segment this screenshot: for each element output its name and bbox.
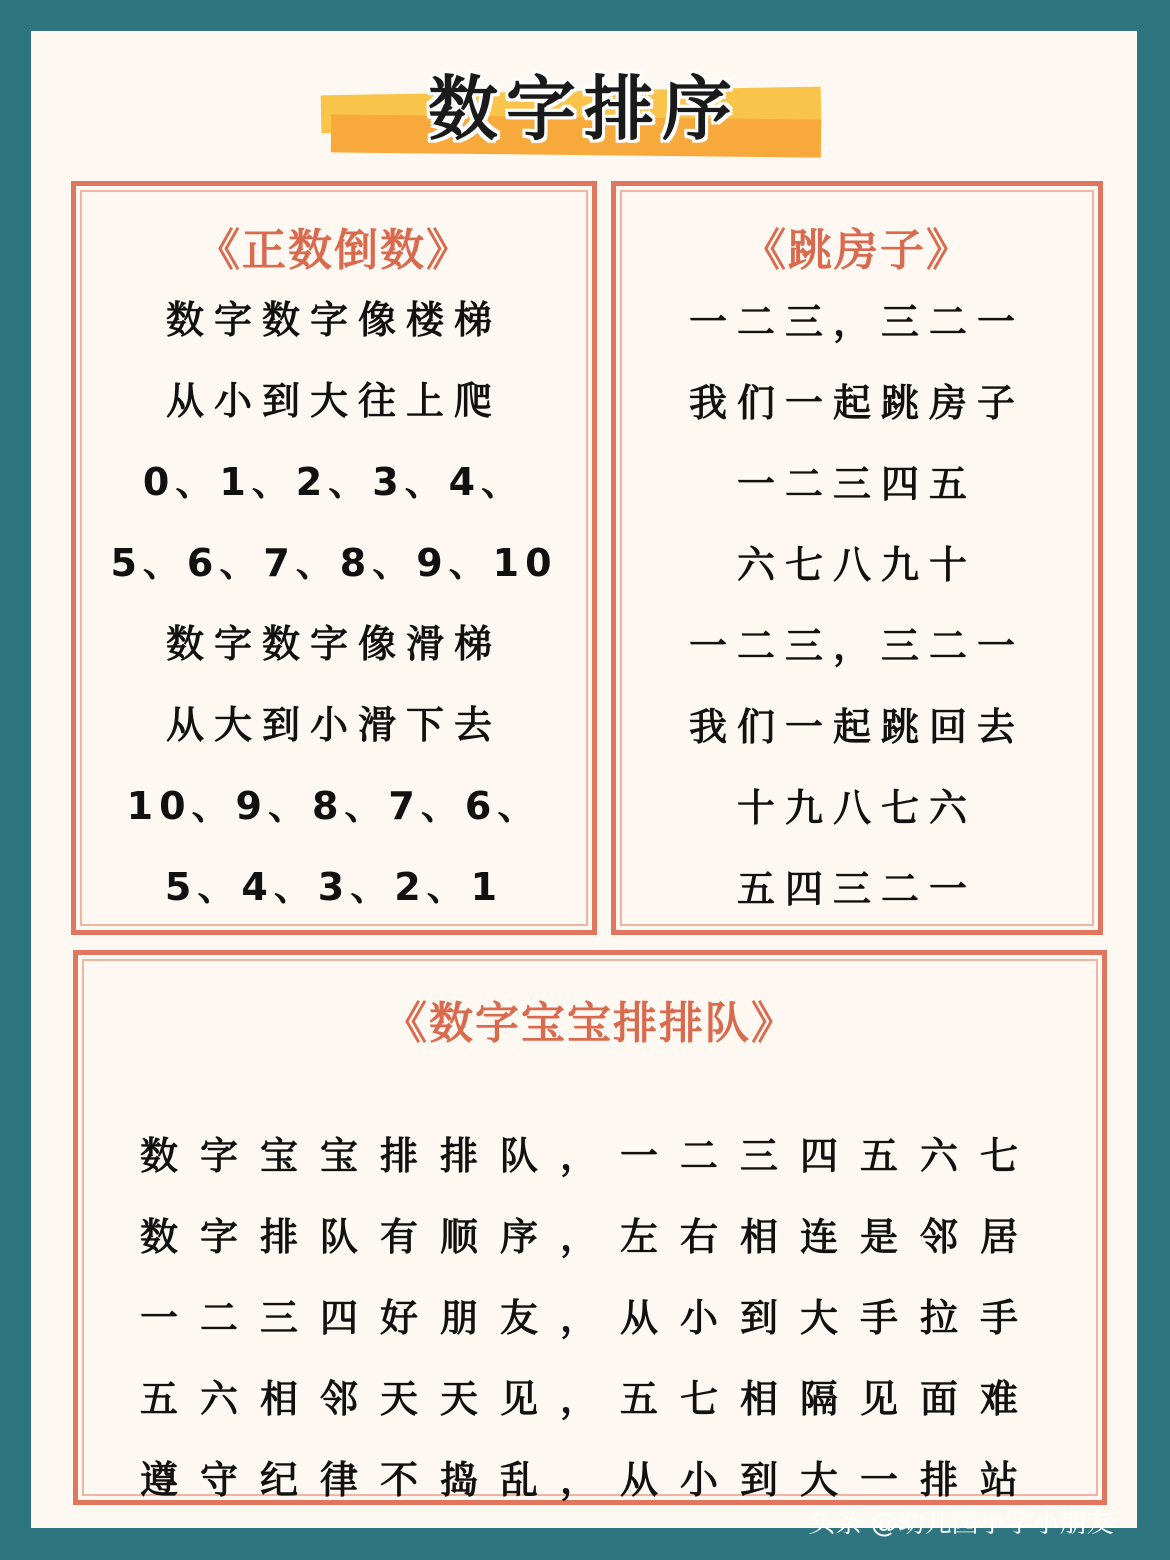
poem-line: 数字排队有顺序，左右相连是邻居 (139, 1215, 1040, 1259)
poem-line: 我们一起跳回去 (688, 705, 1025, 749)
page-header (31, 31, 1137, 181)
content-card (31, 31, 1137, 1528)
poem-line: 一二三，三二一 (688, 624, 1025, 668)
poem-line: 从小到大往上爬 (165, 379, 502, 423)
poem-line: 一二三，三二一 (688, 300, 1025, 344)
poem-line: 从大到小滑下去 (165, 703, 502, 747)
poem-line: 一二三四好朋友，从小到大手拉手 (139, 1296, 1040, 1340)
poem-line: 10、9、8、7、6、 (126, 784, 542, 828)
poem-box-tiaofangzi (611, 181, 1103, 935)
poem-line: 数字数字像滑梯 (165, 622, 502, 666)
poem-line: 我们一起跳房子 (688, 381, 1025, 425)
poem-line: 六七八九十 (736, 543, 977, 587)
poem-line: 遵守纪律不捣乱，从小到大一排站 (139, 1458, 1040, 1502)
page-title: 数字排序 (428, 68, 740, 150)
poem-line: 五六相邻天天见，五七相隔见面难 (139, 1377, 1040, 1421)
poem-title: 《正数倒数》 (196, 225, 472, 276)
poem-box-paipaidui (73, 950, 1107, 1505)
poem-line: 一二三四五 (736, 462, 977, 506)
poem-line: 0、1、2、3、4、 (142, 460, 526, 504)
poem-line: 十九八七六 (736, 786, 977, 830)
poem-line: 5、6、7、8、9、10 (110, 541, 558, 585)
poem-title: 《数字宝宝排排队》 (383, 998, 797, 1049)
poem-line: 数字宝宝排排队，一二三四五六七 (139, 1134, 1040, 1178)
poem-title: 《跳房子》 (742, 225, 972, 276)
poem-line: 5、4、3、2、1 (164, 865, 504, 909)
poem-line: 五四三二一 (736, 867, 977, 911)
source-watermark: 头条 @幼儿园小学小朋友 (808, 1508, 1114, 1539)
poem-box-zhengshu (71, 181, 597, 935)
poem-line: 数字数字像楼梯 (165, 298, 502, 342)
